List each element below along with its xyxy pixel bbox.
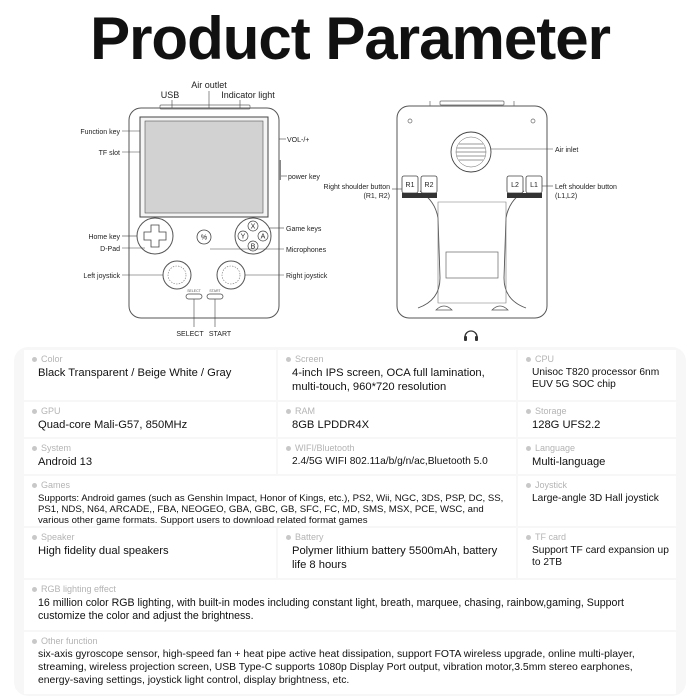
- spec-language-value: Multi-language: [532, 456, 606, 468]
- spec-table: [14, 347, 686, 696]
- label-indicator-light: Indicator light: [221, 90, 275, 100]
- spec-cpu-label: CPU: [535, 354, 555, 364]
- label-tf-slot: TF slot: [98, 150, 120, 157]
- spec-color: [24, 350, 276, 400]
- spec-storage-label: Storage: [535, 406, 567, 416]
- bullet-dot: [526, 483, 531, 488]
- spec-speaker-label: Speaker: [41, 532, 75, 542]
- headphone-jack-icon: [465, 331, 477, 337]
- spec-tf-card-value: Support TF card expansion up to 2TB: [532, 545, 669, 568]
- l2-label: L2: [511, 182, 519, 189]
- spec-tf-card-label: TF card: [535, 532, 567, 542]
- spec-battery-value: Polymer lithium battery 5500mAh, battery life 8 hours: [292, 545, 498, 571]
- a-button-label: A: [260, 233, 266, 241]
- bullet-dot: [286, 535, 291, 540]
- bullet-dot: [526, 357, 531, 362]
- spec-wifi: [278, 439, 516, 474]
- select-small-label: SELECT: [187, 289, 201, 293]
- label-air-outlet: Air outlet: [191, 80, 227, 90]
- spec-color-value: Black Transparent / Beige White / Gray: [38, 367, 232, 379]
- spec-cpu-value: Unisoc T820 processor 6nm EUV 5G SOC chip: [532, 367, 660, 390]
- label-power-key: power key: [288, 174, 320, 181]
- label-game-keys: Game keys: [286, 226, 322, 233]
- start-button: [207, 294, 223, 299]
- spec-other-label: Other function: [41, 636, 98, 646]
- select-button: [186, 294, 202, 299]
- bullet-dot: [32, 409, 37, 414]
- label-vol: VOL-/+: [287, 137, 310, 144]
- bullet-dot: [526, 535, 531, 540]
- label-function-key: Function key: [80, 129, 120, 136]
- spec-rgb: [24, 580, 676, 630]
- spec-rgb-value: 16 million color RGB lighting, with built-in modes including constant light, breath, marquee, chasing, rainbow,gaming, Support customize the color and adjust the brightness.: [38, 597, 624, 622]
- r1-label: R1: [405, 182, 415, 189]
- spec-system-label: System: [41, 443, 72, 453]
- spec-gpu-label: GPU: [41, 406, 61, 416]
- power-key: [279, 160, 281, 180]
- front-view: [80, 80, 327, 338]
- back-top-slot: [440, 101, 504, 105]
- label-home-key: Home key: [88, 234, 120, 241]
- x-button-label: X: [250, 223, 256, 231]
- y-button-label: Y: [240, 233, 246, 241]
- label-select: SELECT: [176, 331, 204, 338]
- spec-battery: [278, 528, 516, 578]
- label-left-joystick: Left joystick: [83, 273, 120, 280]
- bullet-dot: [32, 639, 37, 644]
- spec-gpu: [24, 402, 276, 437]
- device-drawing: [0, 78, 700, 348]
- spec-screen: [278, 350, 516, 400]
- spec-joystick: [518, 476, 676, 526]
- spec-language: [518, 439, 676, 474]
- r2-label: R2: [424, 182, 434, 189]
- spec-storage-value: 128G UFS2.2: [532, 419, 601, 431]
- label-right-shoulder-sub: (R1, R2): [363, 193, 390, 200]
- label-microphones: Microphones: [286, 247, 327, 254]
- back-view: [323, 101, 617, 341]
- bullet-dot: [286, 409, 291, 414]
- spec-wifi-value: 2.4/5G WIFI 802.11a/b/g/n/ac,Bluetooth 5.0: [292, 456, 488, 467]
- bullet-dot: [32, 446, 37, 451]
- spec-language-label: Language: [535, 443, 576, 453]
- spec-speaker-value: High fidelity dual speakers: [38, 545, 169, 557]
- left-joystick-cap: [168, 266, 186, 284]
- spec-games-value: Supports: Android games (such as Genshin Impact, Honor of Kings, etc.), PS2, Wii, NGC, 3DS, PSP, DC, SS, PS1, NDS, N64, ARCADE,, FBA, NEOGEO, GBA, GBC, GB, SFC, FC, MD, SMS, MSX, PCE, WSC, and various other game formats. Support users to download related format games: [38, 493, 504, 527]
- spec-ram: [278, 402, 516, 437]
- spec-joystick-value: Large-angle 3D Hall joystick: [532, 493, 659, 504]
- spec-system-value: Android 13: [38, 456, 93, 468]
- page-title: Product Parameter: [90, 5, 610, 72]
- label-start: START: [208, 331, 232, 338]
- spec-other-value: six-axis gyroscope sensor, high-speed fan + heat pipe active heat dissipation, support FOTA wireless upgrade, online multi-player, streaming, wireless projection screen, USB Type-C supports 1080p Display Port output, vibration motor,3.5mm stereo earphones, energy-saving settings, joystick light control, display brightness, etc.: [38, 649, 635, 686]
- spec-gpu-value: Quad-core Mali-G57, 850MHz: [38, 419, 188, 431]
- spec-color-label: Color: [41, 354, 63, 364]
- spec-ram-value: 8GB LPDDR4X: [292, 419, 370, 431]
- home-key-glyph: %: [200, 234, 208, 242]
- spec-other: [24, 632, 676, 694]
- bullet-dot: [32, 587, 37, 592]
- product-diagram: [0, 78, 700, 348]
- label-right-shoulder: Right shoulder button: [323, 184, 390, 191]
- spec-ram-label: RAM: [295, 406, 315, 416]
- label-d-pad: D-Pad: [100, 246, 120, 253]
- label-air-inlet: Air inlet: [555, 147, 579, 154]
- label-left-shoulder: Left shoulder button: [555, 184, 617, 191]
- bullet-dot: [526, 446, 531, 451]
- spec-tf-card: [518, 528, 676, 578]
- bullet-dot: [32, 535, 37, 540]
- spec-battery-label: Battery: [295, 532, 324, 542]
- bullet-dot: [286, 446, 291, 451]
- spec-games: [24, 476, 516, 526]
- spec-joystick-label: Joystick: [535, 480, 568, 490]
- label-usb: USB: [160, 90, 180, 100]
- spec-system: [24, 439, 276, 474]
- front-screen: [145, 121, 263, 213]
- spec-wifi-label: WIFI/Bluetooth: [295, 443, 355, 453]
- bullet-dot: [32, 483, 37, 488]
- spec-speaker: [24, 528, 276, 578]
- bullet-dot: [286, 357, 291, 362]
- b-button-label: B: [250, 243, 256, 251]
- start-small-label: START: [209, 289, 221, 293]
- l1-label: L1: [530, 182, 538, 189]
- spec-rgb-label: RGB lighting effect: [41, 584, 116, 594]
- spec-games-label: Games: [41, 480, 71, 490]
- right-joystick-cap: [222, 266, 240, 284]
- bullet-dot: [32, 357, 37, 362]
- spec-screen-label: Screen: [295, 354, 324, 364]
- spec-cpu: [518, 350, 676, 400]
- label-right-joystick: Right joystick: [286, 273, 328, 280]
- spec-storage: [518, 402, 676, 437]
- label-left-shoulder-sub: (L1,L2): [555, 193, 578, 200]
- spec-screen-value: 4-inch IPS screen, OCA full lamination, multi-touch, 960*720 resolution: [292, 367, 485, 393]
- bullet-dot: [526, 409, 531, 414]
